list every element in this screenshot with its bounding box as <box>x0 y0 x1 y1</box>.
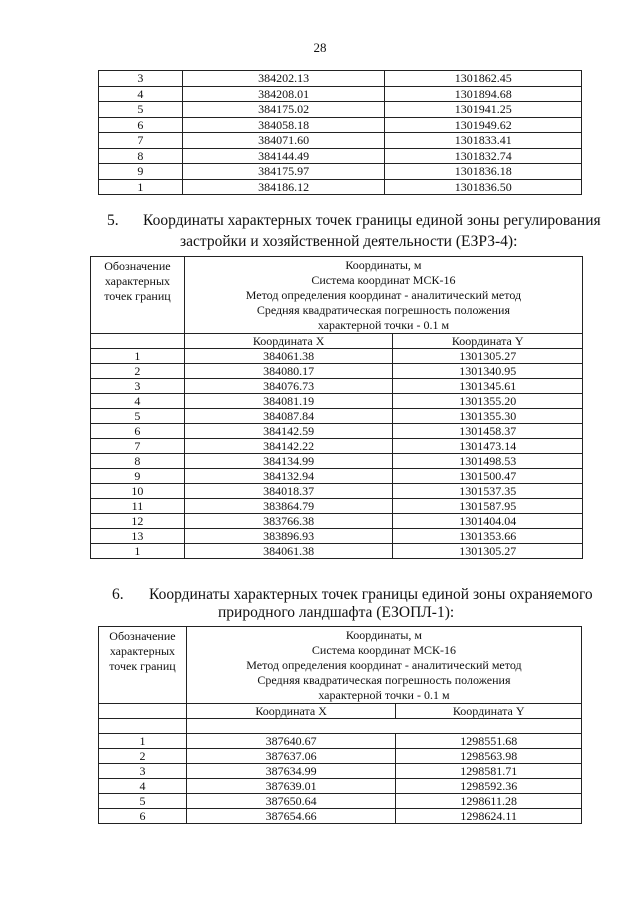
point-number-cell: 3 <box>99 71 183 87</box>
header-line: Обозначение <box>109 629 176 643</box>
coordinate-y-cell: 1301537.35 <box>393 484 583 499</box>
table-header-row <box>99 627 582 704</box>
point-number-cell: 6 <box>91 424 185 439</box>
coordinate-x-cell: 383766.38 <box>184 514 393 529</box>
coordinate-x-cell: 384058.18 <box>182 117 385 133</box>
table-row <box>91 514 583 529</box>
coordinate-x-cell: 384081.19 <box>184 394 393 409</box>
coordinate-y-cell: 1301473.14 <box>393 439 583 454</box>
table-row <box>99 71 582 87</box>
coordinate-y-cell: 1301941.25 <box>385 102 582 118</box>
header-line: Средняя квадратическая погрешность положения <box>256 303 510 317</box>
point-number-cell: 9 <box>99 164 183 180</box>
ezopl1-coordinates-table <box>98 626 582 824</box>
coordinate-y-cell: 1301832.74 <box>385 148 582 164</box>
table-row <box>99 734 582 749</box>
table-row <box>91 439 583 454</box>
table-row <box>99 794 582 809</box>
coordinate-y-cell: 1301353.66 <box>393 529 583 544</box>
coordinate-x-cell: 384132.94 <box>184 469 393 484</box>
point-number-cell: 9 <box>91 469 185 484</box>
subsection-row <box>99 719 582 734</box>
column-header-y: Координата Y <box>393 334 583 349</box>
point-number-cell: 12 <box>91 514 185 529</box>
coordinate-x-cell: 383864.79 <box>184 499 393 514</box>
header-line: характерных <box>109 644 176 658</box>
coordinate-y-cell: 1301949.62 <box>385 117 582 133</box>
point-number-cell: 7 <box>99 133 183 149</box>
coordinate-x-cell: 387637.06 <box>186 749 396 764</box>
coordinate-y-cell: 1301305.27 <box>393 544 583 559</box>
table-row <box>91 454 583 469</box>
point-number-cell: 2 <box>91 364 185 379</box>
point-number-cell: 1 <box>99 734 187 749</box>
table-row <box>99 764 582 779</box>
section-title-line: Координаты характерных точек границы единой зоны регулирования <box>143 212 601 229</box>
coordinate-x-cell: 384087.84 <box>184 409 393 424</box>
section-title-line: Координаты характерных точек границы единой зоны охраняемого <box>149 586 593 603</box>
coordinate-y-cell: 1301833.41 <box>385 133 582 149</box>
coordinate-x-cell: 384080.17 <box>184 364 393 379</box>
coordinate-x-cell: 383896.93 <box>184 529 393 544</box>
point-number-cell: 3 <box>91 379 185 394</box>
coordinate-y-cell: 1301355.20 <box>393 394 583 409</box>
coordinate-x-cell: 384061.38 <box>184 349 393 364</box>
point-number-cell: 3 <box>99 764 187 779</box>
header-line: Система координат МСК-16 <box>311 273 456 287</box>
coordinate-y-cell: 1301355.30 <box>393 409 583 424</box>
header-line: Система координат МСК-16 <box>311 643 456 657</box>
coordinate-x-cell: 384134.99 <box>184 454 393 469</box>
coordinate-y-cell: 1301498.53 <box>393 454 583 469</box>
coordinate-y-cell: 1301345.61 <box>393 379 583 394</box>
coordinate-y-cell: 1301862.45 <box>385 71 582 87</box>
table-row <box>91 394 583 409</box>
table-row <box>99 749 582 764</box>
empty-cell <box>99 719 187 734</box>
table-row <box>99 179 582 195</box>
column-header-row <box>99 704 582 719</box>
column-header-x: Координата X <box>184 334 393 349</box>
table-row <box>91 424 583 439</box>
page-number: 28 <box>313 40 327 55</box>
table-row <box>91 529 583 544</box>
coordinate-x-cell: 387634.99 <box>186 764 396 779</box>
coordinate-x-cell: 387640.67 <box>186 734 396 749</box>
header-line: Средняя квадратическая погрешность положения <box>257 673 511 687</box>
table-row <box>91 484 583 499</box>
coordinate-y-cell: 1301340.95 <box>393 364 583 379</box>
point-number-cell: 11 <box>91 499 185 514</box>
coordinate-y-cell: 1301836.18 <box>385 164 582 180</box>
table-row <box>91 364 583 379</box>
point-number-cell: 6 <box>99 809 187 824</box>
header-line: точек границ <box>104 289 171 303</box>
point-number-cell: 7 <box>91 439 185 454</box>
coordinates-header <box>186 627 581 704</box>
coordinate-y-cell: 1301836.50 <box>385 179 582 195</box>
coordinate-x-cell: 387650.64 <box>186 794 396 809</box>
section-title-line: природного ландшафта (ЕЗОПЛ-1): <box>218 604 455 621</box>
point-number-cell: 5 <box>99 794 187 809</box>
header-line: характерной точки - 0.1 м <box>318 688 450 702</box>
coordinate-x-cell: 384175.97 <box>182 164 385 180</box>
header-line: точек границ <box>109 659 176 673</box>
point-number-cell: 1 <box>91 544 185 559</box>
point-number-cell: 1 <box>99 179 183 195</box>
coordinate-y-cell: 1298581.71 <box>396 764 582 779</box>
point-number-cell: 5 <box>91 409 185 424</box>
coordinate-x-cell: 384175.02 <box>182 102 385 118</box>
ezrz4-coordinates-table <box>90 256 583 559</box>
point-number-cell: 1 <box>91 349 185 364</box>
point-number-cell: 8 <box>99 148 183 164</box>
coordinate-x-cell: 384142.22 <box>184 439 393 454</box>
coordinate-y-cell: 1298611.28 <box>396 794 582 809</box>
coordinate-x-cell: 384208.01 <box>182 86 385 102</box>
header-line: характерных <box>104 274 171 288</box>
point-designation-header <box>91 257 185 334</box>
section-title-line: застройки и хозяйственной деятельности (ЕЗРЗ-4): <box>180 233 518 250</box>
coordinate-y-cell: 1301500.47 <box>393 469 583 484</box>
column-header-y: Координата Y <box>396 704 582 719</box>
coordinate-x-cell: 384018.37 <box>184 484 393 499</box>
coordinate-y-cell: 1298563.98 <box>396 749 582 764</box>
table-row <box>91 349 583 364</box>
table-header-row <box>91 257 583 334</box>
point-number-cell: 8 <box>91 454 185 469</box>
table-row <box>91 499 583 514</box>
coordinate-x-cell: 387654.66 <box>186 809 396 824</box>
column-header-x: Координата X <box>186 704 396 719</box>
header-line: характерной точки - 0.1 м <box>317 318 450 332</box>
section-number: 6. <box>112 586 124 603</box>
header-line: Обозначение <box>104 259 171 273</box>
table-row <box>91 544 583 559</box>
point-number-cell: 5 <box>99 102 183 118</box>
table-row <box>99 809 582 824</box>
header-line: Координаты, м <box>345 258 422 272</box>
coordinate-y-cell: 1301305.27 <box>393 349 583 364</box>
coordinate-y-cell: 1298624.11 <box>396 809 582 824</box>
coordinates-header <box>184 257 582 334</box>
header-line: Координаты, м <box>345 628 422 642</box>
empty-cell <box>91 334 185 349</box>
coordinate-x-cell: 384071.60 <box>182 133 385 149</box>
header-line: Метод определения координат - аналитический метод <box>245 288 522 302</box>
point-number-cell: 10 <box>91 484 185 499</box>
coordinate-y-cell: 1301894.68 <box>385 86 582 102</box>
empty-cell <box>99 704 187 719</box>
table-row <box>99 133 582 149</box>
point-designation-header <box>99 627 187 704</box>
point-number-cell: 4 <box>91 394 185 409</box>
coordinates-table-continued <box>98 70 582 195</box>
point-number-cell: 4 <box>99 86 183 102</box>
table-row <box>91 469 583 484</box>
coordinate-x-cell: 384186.12 <box>182 179 385 195</box>
coordinate-y-cell: 1301587.95 <box>393 499 583 514</box>
coordinate-x-cell: 384142.59 <box>184 424 393 439</box>
table-row <box>99 86 582 102</box>
coordinate-x-cell: 387639.01 <box>186 779 396 794</box>
coordinate-y-cell: 1301458.37 <box>393 424 583 439</box>
coordinate-y-cell: 1298551.68 <box>396 734 582 749</box>
table-row <box>99 117 582 133</box>
coordinate-x-cell: 384202.13 <box>182 71 385 87</box>
coordinate-x-cell: 384076.73 <box>184 379 393 394</box>
section-number: 5. <box>107 212 119 229</box>
table-row <box>91 379 583 394</box>
subsection-label <box>186 719 581 734</box>
point-number-cell: 6 <box>99 117 183 133</box>
table-row <box>99 164 582 180</box>
column-header-row <box>91 334 583 349</box>
point-number-cell: 13 <box>91 529 185 544</box>
coordinate-y-cell: 1301404.04 <box>393 514 583 529</box>
table-row <box>99 148 582 164</box>
coordinate-x-cell: 384144.49 <box>182 148 385 164</box>
table-row <box>99 779 582 794</box>
table-row <box>99 102 582 118</box>
point-number-cell: 2 <box>99 749 187 764</box>
table-row <box>91 409 583 424</box>
coordinate-y-cell: 1298592.36 <box>396 779 582 794</box>
coordinate-x-cell: 384061.38 <box>184 544 393 559</box>
point-number-cell: 4 <box>99 779 187 794</box>
header-line: Метод определения координат - аналитический метод <box>246 658 522 672</box>
